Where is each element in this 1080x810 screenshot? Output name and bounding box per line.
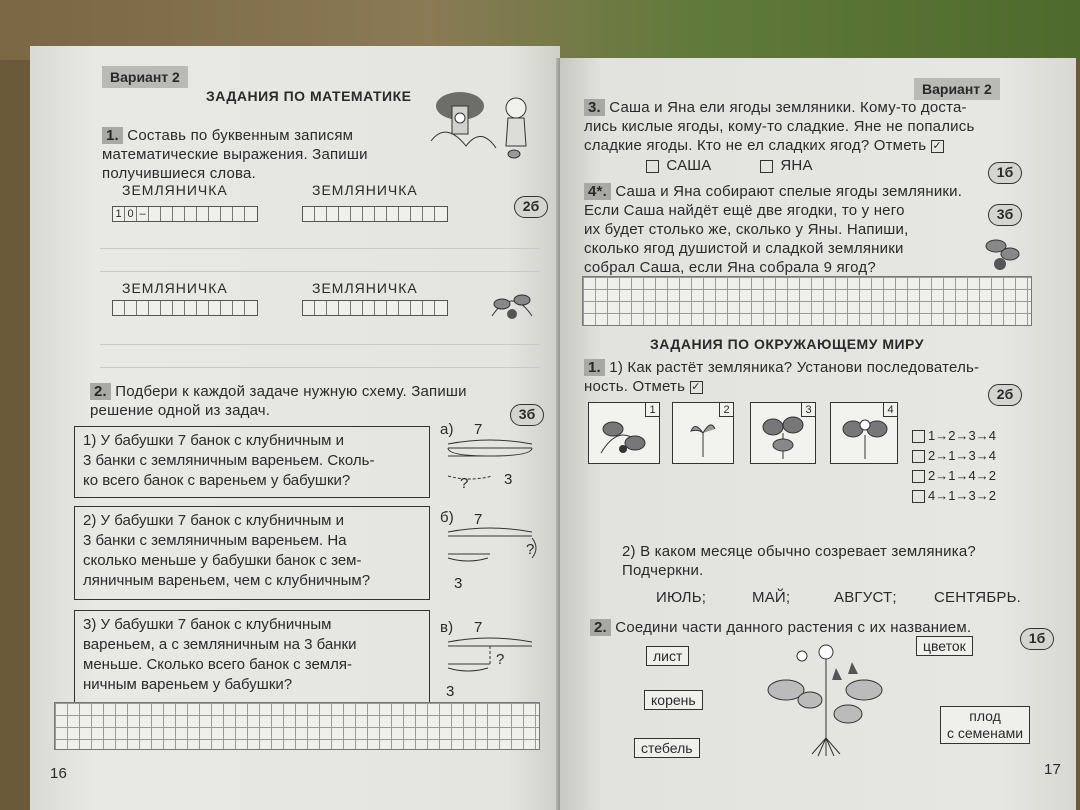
answer-grid-3[interactable] [112,300,258,316]
task4-line3: их будет столько же, сколько у Яны. Напиши, [584,221,909,238]
word-puzzle-2: ЗЕМЛЯНИЧКА [312,182,418,198]
world-heading: ЗАДАНИЯ ПО ОКРУЖАЮЩЕМУ МИРУ [650,336,924,352]
world1-q2-line1: 2) В каком месяце обычно созревает земляника? [622,543,976,560]
answer-grid-2[interactable] [302,206,448,222]
task3-number: 3. [584,99,605,116]
check-icon-2: ✓ [691,380,701,393]
word-puzzle-1: ЗЕМЛЯНИЧКА [122,182,228,198]
scheme-a-diagram [440,436,540,496]
word-puzzle-3: ЗЕМЛЯНИЧКА [122,280,228,296]
option-yana[interactable]: ЯНА [760,156,813,175]
solution-grid[interactable] [54,702,540,750]
writing-lines-1 [100,226,540,272]
option-sasha[interactable]: САША [646,156,711,175]
label-stem[interactable]: стебель [634,738,700,758]
scheme-c-q: ? [496,651,505,668]
task1-number: 1. [102,127,123,144]
task4-answer-grid[interactable] [582,276,1032,326]
label-root[interactable]: корень [644,690,703,710]
task2-line1: 2. Подбери к каждой задаче нужную схему. Запиши [90,382,467,401]
task1-line3: получившиеся слова. [102,165,256,182]
task2-line2: решение одной из задач. [90,402,271,419]
strawberry-plant-diagram [756,638,896,758]
world1-q2-line2: Подчеркни. [622,562,704,579]
task1-line2: математические выражения. Запиши [102,146,368,163]
problem-3: 3) У бабушки 7 банок с клубничным вареньем, а с земляничным на 3 банки меньше. Сколько всего банок с земля- ничным вареньем у бабушки? [74,610,430,704]
answer-grid-1[interactable]: 1 0 – [112,206,258,222]
world1-points: 2б [988,384,1022,406]
scheme-a-bottom: 3 [504,471,513,488]
growth-picture-3: 3 [750,402,816,464]
task1-points: 2б [514,196,548,218]
task2-number: 2. [90,383,111,400]
task3-line3: сладкие ягоды. Кто не ел сладких ягод? Отметь ✓ [584,137,942,154]
problem-1: 1) У бабушки 7 банок с клубничным и 3 банки с земляничным вареньем. Сколь- ко всего банок с вареньем у бабушки? [74,426,430,498]
month-august[interactable]: АВГУСТ; [834,589,897,606]
task4-number: 4*. [584,183,611,200]
word-puzzle-4: ЗЕМЛЯНИЧКА [312,280,418,296]
month-july[interactable]: ИЮЛЬ; [656,589,707,606]
world1-line2: ность. Отметь ✓ [584,378,701,395]
sequence-options [912,426,996,506]
label-leaf[interactable]: лист [646,646,689,666]
mushroom-girl-illustration [426,86,536,166]
task3-line1: 3. Саша и Яна ели ягоды земляники. Кому-то доста- [584,98,967,117]
scheme-a-label: а) [440,421,454,438]
growth-picture-2: 2 [672,402,734,464]
variant-label: Вариант 2 [102,66,188,88]
world1-number: 1. [584,359,605,376]
task4-points: 3б [988,204,1022,226]
task2-points: 3б [510,404,544,426]
variant-label-right: Вариант 2 [914,78,1000,100]
task4-line2: Если Саша найдёт ещё две ягодки, то у него [584,202,905,219]
scheme-b-label: б) [440,509,454,526]
label-fruit[interactable]: плод с семенами [940,706,1030,744]
scheme-c-top: 7 [474,619,483,636]
task4-line5: собрал Саша, если Яна собрала 9 ягод? [584,259,876,276]
page-number-right: 17 [1044,761,1062,778]
scheme-c-bottom: 3 [446,683,455,700]
sequence-option-1[interactable]: 1→2→3→4 [912,426,996,446]
check-icon: ✓ [932,139,942,152]
growth-picture-4: 4 [830,402,898,464]
checkbox-yana[interactable] [760,160,773,173]
world2-line: 2. Соедини части данного растения с их названием. [590,618,971,637]
sequence-option-2[interactable]: 2→1→3→4 [912,446,996,466]
task1-line1: 1. Составь по буквенным записям [102,126,353,145]
scheme-c-label: в) [440,619,454,636]
scheme-c-diagram [440,634,540,684]
month-september[interactable]: СЕНТЯБРЬ. [934,589,1021,606]
task4-line4: сколько ягод душистой и сладкой земляники [584,240,904,257]
math-heading: ЗАДАНИЯ ПО МАТЕМАТИКЕ [206,88,412,104]
strawberry-icon [976,226,1026,276]
scheme-a-q: ? [460,475,469,492]
world2-number: 2. [590,619,611,636]
growth-picture-1: 1 [588,402,660,464]
scheme-b-top: 7 [474,511,483,528]
writing-lines-2 [100,322,540,368]
answer-grid-4[interactable] [302,300,448,316]
task3-points: 1б [988,162,1022,184]
task3-line2: лись кислые ягоды, кому-то сладкие. Яне не попались [584,118,975,135]
scheme-b-q: ? [526,541,535,558]
left-page [30,46,560,810]
label-flower[interactable]: цветок [916,636,973,656]
page-number-left: 16 [50,765,68,782]
strawberry-plant-icon [482,276,542,326]
task4-line1: 4*. Саша и Яна собирают спелые ягоды земляники. [584,182,962,201]
right-page [560,58,1076,810]
checkbox-sasha[interactable] [646,160,659,173]
scheme-a-top: 7 [474,421,483,438]
month-may[interactable]: МАЙ; [752,589,791,606]
scheme-b-bottom: 3 [454,575,463,592]
sequence-option-4[interactable]: 4→1→3→2 [912,486,996,506]
scheme-b-diagram [440,524,540,574]
problem-2: 2) У бабушки 7 банок с клубничным и 3 банки с земляничным вареньем. На сколько меньше у бабушки банок с зем- ляничным вареньем, чем с клубничным? [74,506,430,600]
sequence-option-3[interactable]: 2→1→4→2 [912,466,996,486]
world2-points: 1б [1020,628,1054,650]
world1-line1: 1. 1) Как растёт земляника? Установи последователь- [584,358,979,377]
workbook [8,28,1076,810]
